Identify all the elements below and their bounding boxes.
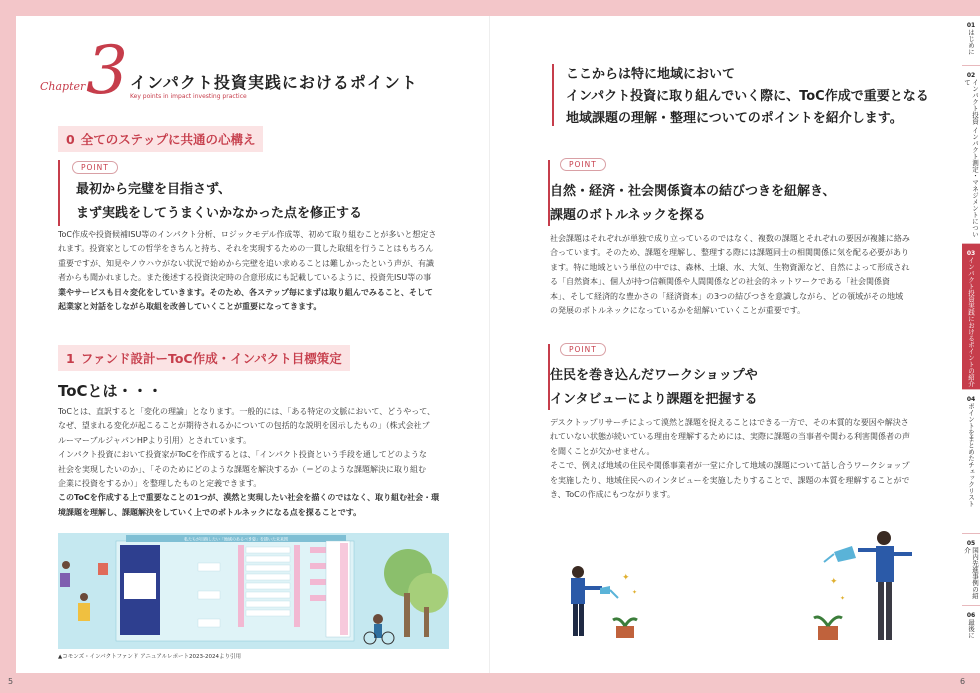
chapter-number: 3 <box>86 32 128 109</box>
svg-text:✦: ✦ <box>622 573 630 583</box>
future-map-illustration <box>58 533 449 649</box>
body-line: 起業家と対話をしながら取組を改善していくことが重要になってきます。 <box>58 302 322 312</box>
figure-caption: ▲コモンズ・インパクトファンド アニュアルレポート2023-2024より引用 <box>58 654 242 660</box>
svg-text:✦: ✦ <box>840 595 846 602</box>
index-tab-label: インパクト投資実践におけるポイントの紹介 <box>966 257 975 387</box>
point-2-heading <box>550 364 758 412</box>
body-line: 企業に投資をするか）」を整理したものと定義できます。 <box>58 479 262 489</box>
section-0-heading-line: 最初から完璧を目指さず、 <box>76 182 231 197</box>
toc-heading: ToCとは・・・ <box>58 382 163 400</box>
point-2-body <box>550 416 910 502</box>
index-tab-label: 国内先進事例の紹介 <box>963 547 979 599</box>
body-line: 業やサービスも日々変化をしていきます。そのため、各ステップ毎にまずは取り組んでみること、そして <box>58 287 433 297</box>
body-line: の発展のボトルネックになっているかを紐解いていくことが重要です。 <box>550 306 806 316</box>
point-1-badge: POINT <box>560 158 606 171</box>
index-tab-02[interactable] <box>962 66 980 244</box>
svg-text:✦: ✦ <box>632 589 638 596</box>
section-1-body <box>58 405 439 520</box>
body-line: を聞くことが欠かせません。 <box>550 446 655 456</box>
lead-text <box>566 64 929 130</box>
body-line: れます。投資家としての哲学をきちんと持ち、それを実現するための一貫した取組を行うことはもちろん <box>58 244 434 254</box>
index-tab-number: 01 <box>966 22 976 29</box>
section-0-body <box>58 228 436 314</box>
index-tab-label: ポイントをまとめたチェックリスト <box>966 403 975 507</box>
index-tab-06[interactable] <box>962 606 980 673</box>
body-line: インパクト投資において投資家がToCを作成するとは、「インパクト投資という手段を通してどのような <box>58 450 427 460</box>
point-2-heading-line: インタビューにより課題を把握する <box>550 392 758 407</box>
section-0-header <box>58 126 263 152</box>
index-tab-04[interactable] <box>962 390 980 534</box>
point-2-badge: POINT <box>560 343 606 356</box>
index-tab-03[interactable] <box>962 244 980 390</box>
section-0-heading-line: まず実践をしてうまくいかなかった点を修正する <box>76 206 363 221</box>
section-1-header <box>58 345 350 371</box>
body-line: デスクトップリサーチによって漠然と課題を捉えることはできる一方で、その本質的な要因や解決さ <box>550 418 909 427</box>
side-index <box>962 16 980 673</box>
section-1-title: ファンド設計ーToC作成・インパクト目標策定 <box>80 351 342 366</box>
chapter-title: インパクト投資実践におけるポイント <box>130 73 418 92</box>
index-tab-01[interactable] <box>962 16 980 66</box>
body-line: る「自然資本」、個人が持つ信頼関係や人間関係などの社会的ネットワークである「社会関係資 <box>550 277 890 287</box>
section-1-number: 1 <box>66 351 75 366</box>
index-tab-number: 04 <box>966 396 976 403</box>
page-number-right: 6 <box>960 677 966 686</box>
index-tab-number: 05 <box>966 540 976 547</box>
point-1-heading-line: 課題のボトルネックを探る <box>550 208 706 223</box>
section-0-title: 全てのステップに共通の心構え <box>80 132 256 147</box>
body-line: 社会を実現したいのか」、「そのためにどのような課題を解決するか（＝どのような課題解決に取り組む <box>58 464 426 474</box>
index-tab-05[interactable] <box>962 534 980 606</box>
index-tab-number: 06 <box>966 612 976 619</box>
chapter-word: Chapter <box>40 80 86 93</box>
future-map-figure <box>58 533 449 649</box>
page-number-left: 5 <box>8 677 14 686</box>
body-line: 境課題を理解し、課題解決をしていく上でのボトルネックになる点を探ることです。 <box>58 507 362 517</box>
body-line: なぜ、望まれる変化が起こることが期待されるかについての包括的な説明を図示したもの」（株式会社ブ <box>58 421 430 431</box>
lead-accent-bar <box>552 64 554 126</box>
body-line: ルーマーブルジャパンHPより引用）とされています。 <box>58 435 252 445</box>
section-0-point-badge: POINT <box>72 161 118 174</box>
index-tab-label: インパクト投資 インパクト測定・マネジメントについて <box>963 79 979 238</box>
point-2-heading-line: 住民を巻き込んだワークショップや <box>550 368 758 383</box>
svg-text:✦: ✦ <box>830 577 838 587</box>
body-line: れていない状態が続いている理由を理解するためには、実際に課題の当事者や関わる利害関係者の声 <box>550 432 910 442</box>
body-line: このToCを作成する上で重要なことの1つが、漠然と実現したい社会を描くのではなく、取り組む社会・環 <box>58 493 440 503</box>
body-line: 者からも聞かれました。また後述する投資決定時の合意形成にも記載しているように、投資先ISU等の事 <box>58 273 432 283</box>
index-tab-label: 最後に <box>966 619 975 639</box>
body-line: ToC作成や投資候補ISU等のインパクト分析、ロジックモデル作成等、初めて取り組むことが多いと想定さ <box>58 230 437 239</box>
index-tab-number: 02 <box>966 72 976 79</box>
lead-line: ここからは特に地域において <box>566 67 736 82</box>
lead-line: 地域課題の理解・整理についてのポイントを紹介します。 <box>566 111 903 126</box>
spread-divider <box>489 16 490 673</box>
body-line: そこで、例えば地域の住民や関係事業者が一堂に介して地域の課題について話し合うワークショップ <box>550 461 910 471</box>
section-0-number: 0 <box>66 132 75 147</box>
lead-line: インパクト投資に取り組んでいく際に、ToC作成で重要となる <box>566 89 929 104</box>
body-line: を実施したり、地域住民へのインタビューを実施したりすることで、課題の本質を理解することがで <box>550 475 910 485</box>
body-line: 重要ですが、知見やノウハウがない状況で始めから完壁を追い求めることは難しかったという声が、有識 <box>58 258 434 268</box>
gardener-small-illustration <box>556 560 646 650</box>
point-1-heading-line: 自然・経済・社会関係資本の結びつきを紐解き、 <box>550 184 836 199</box>
body-line: き、ToCの作成にもつながります。 <box>550 490 676 500</box>
body-line: 合っています。そのため、課題を理解し、整理する際には課題同士の相関関係に気を配る必要があり <box>550 248 910 258</box>
index-tab-label: はじめに <box>966 29 975 55</box>
body-line: 本」、そして経済的な豊かさの「経済資本」の3つの結びつきを意識しながら、どの領域がその地域 <box>550 291 904 301</box>
body-line: 社会課題はそれぞれが単独で成り立っているのではなく、複数の課題とそれぞれの要因が複雑に絡み <box>550 234 910 243</box>
chapter-subtitle: Key points in impact investing practice <box>130 93 247 100</box>
point-1-heading <box>550 180 835 228</box>
section-0-accent-bar <box>58 160 60 226</box>
gardener-large-illustration <box>800 528 940 650</box>
point-1-body <box>550 232 910 318</box>
body-line: ToCとは、直訳すると「変化の理論」となります。一般的には、「ある特定の文脈において、どうやって、 <box>58 407 436 416</box>
section-0-heading <box>76 178 362 226</box>
index-tab-number: 03 <box>966 250 976 257</box>
figure-title: 私たちが目指したい「地域のあるべき姿」を描いた未来図 <box>184 536 288 542</box>
body-line: ます。特に地域という単位の中では、森林、土壌、水、大気、生物資源など、自然によって形成され <box>550 262 910 272</box>
